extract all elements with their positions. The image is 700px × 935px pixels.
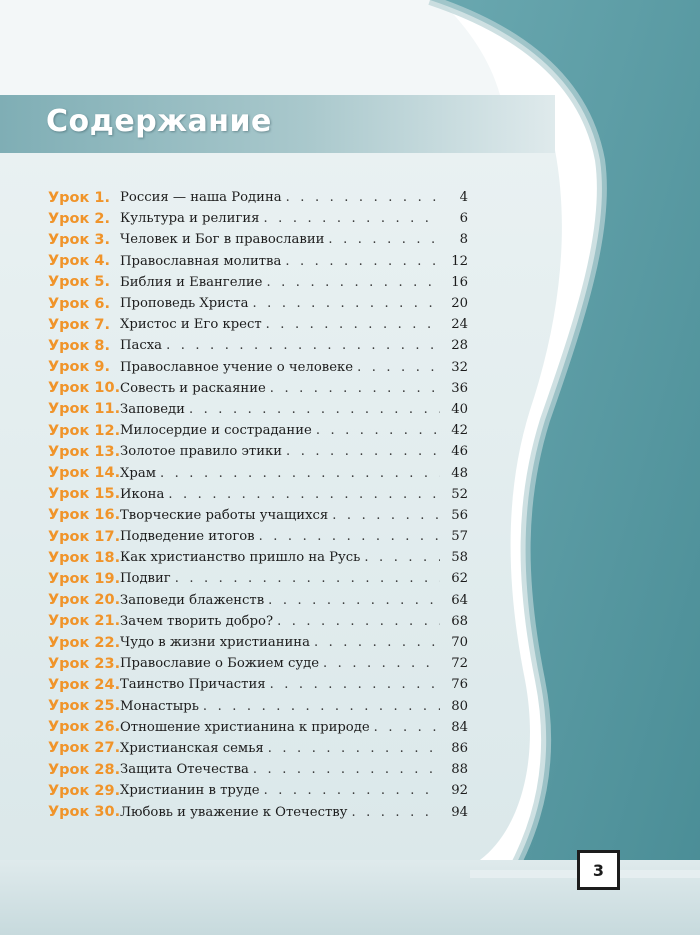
- toc-entry[interactable]: [48, 399, 468, 420]
- lesson-page-number: 48: [451, 465, 468, 481]
- lesson-title: Проповедь Христа: [120, 296, 249, 312]
- lesson-page-number: 36: [451, 380, 468, 396]
- lesson-title: Монастырь: [120, 698, 199, 714]
- toc-entry[interactable]: [48, 547, 468, 568]
- lesson-number: Урок 8.: [48, 337, 111, 354]
- toc-title-wrap: [120, 211, 440, 226]
- lesson-title: Библия и Евангелие: [120, 274, 263, 290]
- lesson-title: Заповеди: [120, 401, 185, 417]
- lesson-number: Урок 1.: [48, 189, 111, 206]
- lesson-page-number: 24: [451, 317, 468, 333]
- toc-title-wrap: [120, 317, 440, 332]
- lesson-number: Урок 13.: [48, 443, 121, 460]
- dot-leader: [314, 635, 440, 650]
- toc-entry[interactable]: [48, 801, 468, 822]
- dot-leader: [270, 677, 440, 692]
- lesson-number: Урок 25.: [48, 698, 121, 715]
- toc-title-wrap: [120, 466, 440, 481]
- lesson-page-number: 86: [451, 740, 468, 756]
- toc-title-wrap: [120, 550, 440, 565]
- toc-entry[interactable]: [48, 717, 468, 738]
- dot-leader: [285, 254, 440, 269]
- lesson-title: Любовь и уважение к Отечеству: [120, 804, 348, 820]
- lesson-title: Творческие работы учащихся: [120, 507, 329, 523]
- lesson-page-number: 42: [451, 423, 468, 439]
- dot-leader: [264, 783, 440, 798]
- toc-title-wrap: [120, 381, 440, 396]
- lesson-title: Христианин в труде: [120, 783, 260, 799]
- toc-entry[interactable]: [48, 335, 468, 356]
- dot-leader: [374, 720, 440, 735]
- lesson-page-number: 6: [459, 211, 468, 227]
- dot-leader: [175, 571, 440, 586]
- dot-leader: [259, 529, 440, 544]
- lesson-number: Урок 29.: [48, 782, 121, 799]
- lesson-number: Урок 28.: [48, 761, 121, 778]
- dot-leader: [286, 190, 440, 205]
- dot-leader: [286, 444, 440, 459]
- lesson-number: Урок 19.: [48, 570, 121, 587]
- lesson-number: Урок 30.: [48, 804, 121, 821]
- lesson-title: Таинство Причастия: [120, 677, 266, 693]
- lesson-number: Урок 23.: [48, 655, 121, 672]
- dot-leader: [253, 296, 441, 311]
- toc-title-wrap: [120, 232, 440, 247]
- lesson-page-number: 28: [451, 338, 468, 354]
- toc-title-wrap: [120, 783, 440, 798]
- lesson-page-number: 64: [451, 592, 468, 608]
- lesson-page-number: 80: [451, 698, 468, 714]
- dot-leader: [332, 508, 440, 523]
- toc-title-wrap: [120, 402, 440, 417]
- toc-entry[interactable]: [48, 251, 468, 272]
- lesson-title: Икона: [120, 486, 165, 502]
- dot-leader: [264, 211, 441, 226]
- lesson-title: Золотое правило этики: [120, 444, 283, 460]
- toc-entry[interactable]: [48, 568, 468, 589]
- toc-title-wrap: [120, 190, 440, 205]
- lesson-number: Урок 24.: [48, 676, 121, 693]
- lesson-title: Христианская семья: [120, 740, 264, 756]
- toc-title-wrap: [120, 444, 440, 459]
- dot-leader: [266, 317, 440, 332]
- dot-leader: [166, 338, 440, 353]
- toc-title-wrap: [120, 805, 440, 820]
- lesson-number: Урок 4.: [48, 253, 111, 270]
- toc-entry[interactable]: [48, 293, 468, 314]
- lesson-number: Урок 21.: [48, 613, 121, 630]
- lesson-number: Урок 18.: [48, 549, 121, 566]
- lesson-title: Совесть и раскаяние: [120, 380, 266, 396]
- lesson-title: Как христианство пришло на Русь: [120, 550, 361, 566]
- toc-entry[interactable]: [48, 590, 468, 611]
- toc-title-wrap: [120, 487, 440, 502]
- toc-entry[interactable]: [48, 632, 468, 653]
- toc-entry[interactable]: [48, 208, 468, 229]
- toc-entry[interactable]: [48, 484, 468, 505]
- toc-entry[interactable]: [48, 378, 468, 399]
- toc-title-wrap: [120, 677, 440, 692]
- dot-leader: [203, 699, 440, 714]
- lesson-page-number: 94: [451, 804, 468, 820]
- lesson-title: Защита Отечества: [120, 762, 249, 778]
- lesson-title: Зачем творить добро?: [120, 613, 274, 629]
- lesson-number: Урок 15.: [48, 486, 121, 503]
- lesson-number: Урок 10.: [48, 380, 121, 397]
- toc-title-wrap: [120, 529, 440, 544]
- lesson-title: Человек и Бог в православии: [120, 232, 325, 248]
- lesson-page-number: 84: [451, 719, 468, 735]
- lesson-page-number: 56: [451, 507, 468, 523]
- lesson-number: Урок 17.: [48, 528, 121, 545]
- lesson-page-number: 12: [451, 253, 468, 269]
- dot-leader: [189, 402, 440, 417]
- lesson-page-number: 8: [459, 232, 468, 248]
- lesson-title: Подвиг: [120, 571, 171, 587]
- toc-title-wrap: [120, 275, 440, 290]
- lesson-number: Урок 6.: [48, 295, 111, 312]
- dot-leader: [268, 593, 440, 608]
- lesson-page-number: 76: [451, 677, 468, 693]
- lesson-title: Пасха: [120, 338, 163, 354]
- lesson-title: Православная молитва: [120, 253, 282, 269]
- toc-title-wrap: [120, 338, 440, 353]
- lesson-page-number: 40: [451, 401, 468, 417]
- lesson-page-number: 62: [451, 571, 468, 587]
- lesson-title: Культура и религия: [120, 211, 260, 227]
- dot-leader: [160, 466, 440, 481]
- lesson-title: Подведение итогов: [120, 529, 255, 545]
- toc-title-wrap: [120, 656, 440, 671]
- toc-title-wrap: [120, 699, 440, 714]
- toc-title-wrap: [120, 593, 440, 608]
- toc-title-wrap: [120, 508, 440, 523]
- lesson-title: Православное учение о человеке: [120, 359, 354, 375]
- toc-entry[interactable]: [48, 272, 468, 293]
- page-number: 3: [577, 850, 620, 890]
- lesson-page-number: 20: [451, 296, 468, 312]
- toc-title-wrap: [120, 423, 440, 438]
- toc-entry[interactable]: [48, 229, 468, 250]
- lesson-number: Урок 26.: [48, 719, 121, 736]
- lesson-page-number: 72: [451, 656, 468, 672]
- lesson-number: Урок 2.: [48, 210, 111, 227]
- lesson-number: Урок 5.: [48, 274, 111, 291]
- toc-title-wrap: [120, 614, 440, 629]
- lesson-title: Заповеди блаженств: [120, 592, 265, 608]
- lesson-number: Урок 3.: [48, 231, 111, 248]
- lesson-page-number: 52: [451, 486, 468, 502]
- toc-entry[interactable]: [48, 462, 468, 483]
- toc-title-wrap: [120, 635, 440, 650]
- lesson-number: Урок 27.: [48, 740, 121, 757]
- toc-title-wrap: [120, 720, 440, 735]
- toc-entry[interactable]: [48, 441, 468, 462]
- lesson-page-number: 58: [451, 550, 468, 566]
- dot-leader: [266, 275, 440, 290]
- toc-entry[interactable]: [48, 420, 468, 441]
- dot-leader: [316, 423, 440, 438]
- toc-entry[interactable]: [48, 314, 468, 335]
- lesson-page-number: 46: [451, 444, 468, 460]
- dot-leader: [357, 360, 440, 375]
- toc-title-wrap: [120, 741, 440, 756]
- dot-leader: [270, 381, 440, 396]
- toc-entry[interactable]: [48, 738, 468, 759]
- lesson-title: Чудо в жизни христианина: [120, 635, 310, 651]
- toc-title-wrap: [120, 296, 440, 311]
- lesson-title: Православие о Божием суде: [120, 656, 320, 672]
- toc-title-wrap: [120, 762, 440, 777]
- toc-entry[interactable]: [48, 674, 468, 695]
- lesson-page-number: 16: [451, 274, 468, 290]
- lesson-page-number: 92: [451, 783, 468, 799]
- table-of-contents: [48, 187, 468, 823]
- toc-entry[interactable]: [48, 780, 468, 801]
- toc-entry[interactable]: [48, 611, 468, 632]
- lesson-number: Урок 12.: [48, 422, 121, 439]
- toc-entry[interactable]: [48, 696, 468, 717]
- lesson-number: Урок 14.: [48, 465, 121, 482]
- lesson-title: Россия — наша Родина: [120, 190, 282, 206]
- lesson-number: Урок 11.: [48, 401, 121, 418]
- lesson-title: Храм: [120, 465, 156, 481]
- dot-leader: [364, 550, 440, 565]
- dot-leader: [328, 232, 440, 247]
- dot-leader: [268, 741, 440, 756]
- dot-leader: [351, 805, 440, 820]
- lesson-page-number: 4: [459, 190, 468, 206]
- page-title: Содержание: [46, 104, 272, 139]
- toc-entry[interactable]: [48, 526, 468, 547]
- lesson-number: Урок 7.: [48, 316, 111, 333]
- toc-title-wrap: [120, 360, 440, 375]
- lesson-number: Урок 20.: [48, 592, 121, 609]
- lesson-title: Христос и Его крест: [120, 317, 262, 333]
- dot-leader: [323, 656, 440, 671]
- toc-title-wrap: [120, 254, 440, 269]
- toc-title-wrap: [120, 571, 440, 586]
- lesson-number: Урок 9.: [48, 359, 111, 376]
- toc-entry[interactable]: [48, 357, 468, 378]
- dot-leader: [168, 487, 440, 502]
- toc-entry[interactable]: [48, 653, 468, 674]
- lesson-page-number: 68: [451, 613, 468, 629]
- lesson-title: Милосердие и сострадание: [120, 423, 312, 439]
- lesson-title: Отношение христианина к природе: [120, 719, 370, 735]
- toc-entry[interactable]: [48, 187, 468, 208]
- lesson-page-number: 32: [451, 359, 468, 375]
- lesson-page-number: 57: [451, 529, 468, 545]
- dot-leader: [277, 614, 440, 629]
- dot-leader: [253, 762, 440, 777]
- lesson-number: Урок 22.: [48, 634, 121, 651]
- toc-entry[interactable]: [48, 505, 468, 526]
- lesson-page-number: 88: [451, 762, 468, 778]
- lesson-page-number: 70: [451, 635, 468, 651]
- lesson-number: Урок 16.: [48, 507, 121, 524]
- toc-entry[interactable]: [48, 759, 468, 780]
